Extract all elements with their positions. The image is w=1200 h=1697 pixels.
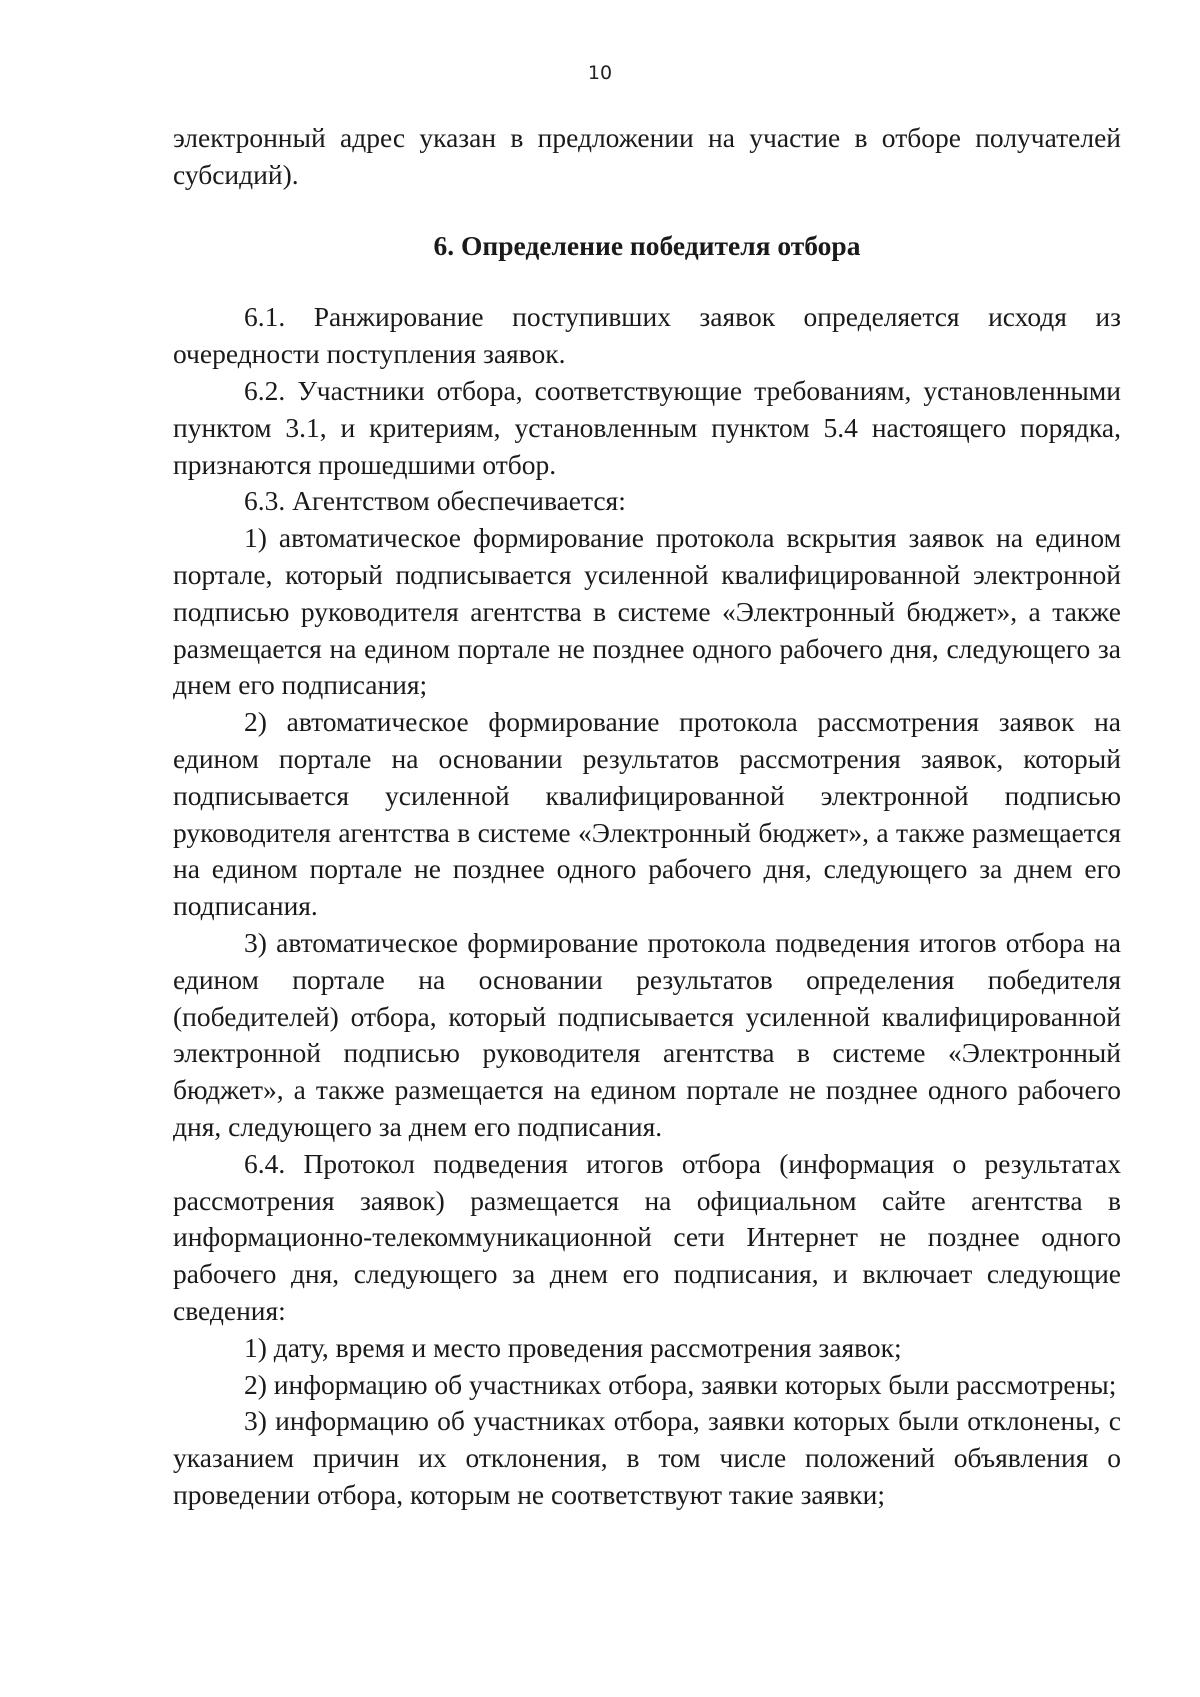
paragraph-6-4-item-3: 3) информацию об участниках отбора, заявки которых были отклонены, с указанием причин их отклонения, в том числе положений объявления о проведении отбора, которым не соответствуют такие заявки; (173, 1405, 1121, 1510)
paragraph-6-4-item-2: 2) информацию об участниках отбора, заявки которых были рассмотрены; (244, 1368, 1117, 1400)
paragraph-6-3-item-3: 3) автоматическое формирование протокола подведения итогов отбора на едином портале на основании результатов определения победителя (победителей) отбора, который подписывается усиленной квалифицированной электронной подписью руководителя агентства в системе «Электронный бюджет», а также размещается на едином портале не позднее одного рабочего дня, следующего за днем его подписания. (173, 926, 1121, 1142)
paragraph-6-3-item-1: 1) автоматическое формирование протокола вскрытия заявок на едином портале, который подписывается усиленной квалифицированной электронной подписью руководителя агентства в системе «Электронный бюджет», а также размещается на едином портале не позднее одного рабочего дня, следующего за днем его подписания; (173, 522, 1121, 701)
continuation-paragraph: электронный адрес указан в предложении на участие в отборе получателей субсидий). (173, 122, 1121, 190)
paragraph-6-2: 6.2. Участники отбора, соответствующие требованиям, установленными пунктом 3.1, и критериям, установленным пунктом 5.4 настоящего порядка, признаются прошедшими отбор. (173, 374, 1121, 480)
document-body (173, 120, 1121, 1514)
paragraph-6-1: 6.1. Ранжирование поступивших заявок определяется исходя из очередности поступления заявок. (173, 301, 1121, 370)
page-number: 10 (587, 62, 613, 84)
paragraph-6-4: 6.4. Протокол подведения итогов отбора (информация о результатах рассмотрения заявок) размещается на официальном сайте агентства в информационно-телекоммуникационной сети Интернет не позднее одного рабочего дня, следующего за днем его подписания, и включает следующие сведения: (173, 1147, 1121, 1326)
paragraph-6-3-item-2: 2) автоматическое формирование протокола рассмотрения заявок на едином портале на основании результатов рассмотрения заявок, который подписывается усиленной квалифицированной электронной подписью руководителя агентства в системе «Электронный бюджет», а также размещается на едином портале не позднее одного рабочего дня, следующего за днем его подписания. (173, 706, 1121, 922)
paragraph-6-3: 6.3. Агентством обеспечивается: (244, 485, 626, 517)
paragraph-6-4-item-1: 1) дату, время и место проведения рассмотрения заявок; (244, 1331, 902, 1363)
section-title: 6. Определение победителя отбора (433, 229, 861, 261)
